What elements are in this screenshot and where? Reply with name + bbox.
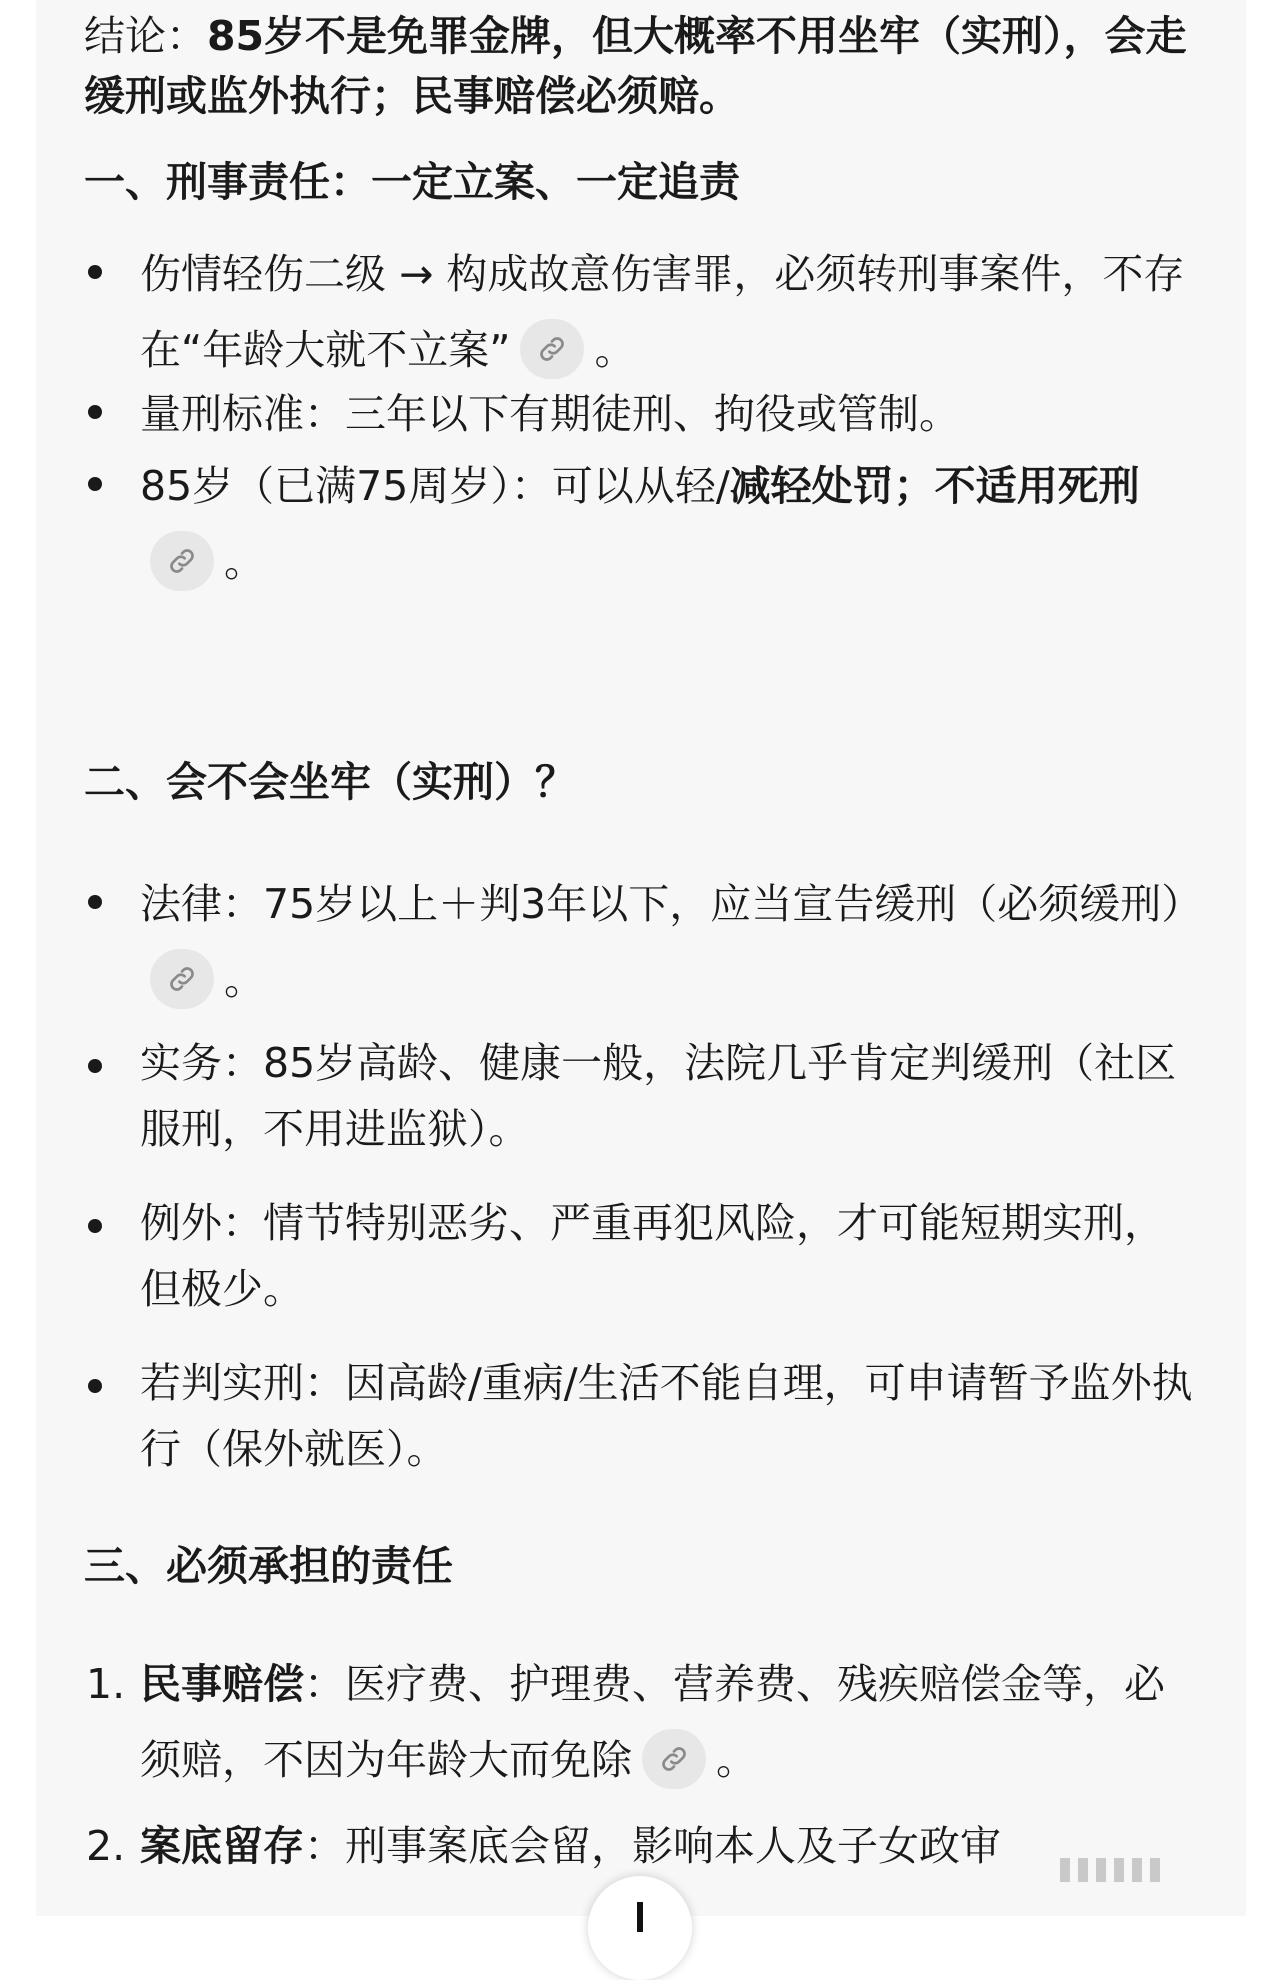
bullet	[88, 1219, 102, 1233]
bullet	[88, 405, 102, 419]
list-item-text: ：医疗费、护理费、营养费、残疾赔偿金等，必须赔，不因为年龄大而免除	[140, 1660, 1165, 1784]
list-item-text: 实务：85岁高龄、健康一般，法院几乎肯定判缓刑（社区服刑，不用进监狱）。	[140, 1039, 1177, 1153]
bullet	[88, 1059, 102, 1073]
list-item-bold: 案底留存	[140, 1822, 304, 1870]
bullet	[88, 1379, 102, 1393]
list-item	[84, 1030, 1194, 1162]
list-item-text: 若判实刑：因高龄/重病/生活不能自理，可申请暂予监外执行（保外就医）。	[140, 1359, 1193, 1473]
list-item-text: 伤情轻伤二级 → 构成故意伤害罪，必须转刑事案件，不存在“年龄大就不立案”	[140, 250, 1185, 374]
link-icon[interactable]	[520, 319, 584, 379]
section-heading-imprisonment: 二、会不会坐牢（实刑）？	[84, 758, 576, 806]
list-item	[84, 1808, 1194, 1878]
list-item-tail: 。	[224, 538, 265, 586]
bullet	[88, 895, 102, 909]
arrow-down-icon	[637, 1902, 643, 1932]
list-item	[84, 866, 1203, 1018]
list-item	[84, 376, 1194, 452]
link-icon[interactable]	[150, 949, 214, 1009]
section-heading-criminal-liability: 一、刑事责任：一定立案、一定追责	[84, 158, 740, 206]
conclusion-paragraph	[84, 6, 1194, 126]
conclusion-prefix: 结论：	[84, 12, 207, 60]
list-number: 1.	[86, 1660, 126, 1708]
section-heading-responsibilities: 三、必须承担的责任	[84, 1542, 453, 1590]
list-item	[84, 1646, 1194, 1798]
watermark-mark	[1060, 1858, 1240, 1884]
list-item-tail: 。	[224, 956, 265, 1004]
scroll-down-button[interactable]	[588, 1876, 692, 1980]
list-item-tail: 。	[716, 1736, 757, 1784]
list-item-text: ：刑事案底会留，影响本人及子女政审	[304, 1822, 1001, 1870]
list-item	[84, 236, 1194, 388]
list-item-bold: 民事赔偿	[140, 1660, 304, 1708]
list-item-text: 法律：75岁以上＋判3年以下，应当宣告缓刑（必须缓刑）	[140, 880, 1203, 928]
list-number: 2.	[86, 1822, 126, 1870]
list-item	[84, 1190, 1194, 1322]
list-item-text: 例外：情节特别恶劣、严重再犯风险，才可能短期实刑，但极少。	[140, 1199, 1165, 1313]
list-item	[84, 448, 1194, 600]
list-item-tail: 。	[594, 326, 636, 374]
bullet	[88, 477, 102, 491]
list-item-bold: 减轻处罚；不适用死刑	[729, 462, 1140, 510]
list-item-text: 85岁（已满75周岁）：可以从轻/	[140, 462, 730, 510]
conclusion-text: 85岁不是免罪金牌，但大概率不用坐牢（实刑），会走缓刑或监外执行；民事赔偿必须赔。	[84, 12, 1187, 120]
link-icon[interactable]	[642, 1729, 706, 1789]
link-icon[interactable]	[150, 531, 214, 591]
bullet	[88, 265, 102, 279]
list-item-text: 量刑标准：三年以下有期徒刑、拘役或管制。	[140, 390, 960, 438]
list-item	[84, 1350, 1194, 1482]
